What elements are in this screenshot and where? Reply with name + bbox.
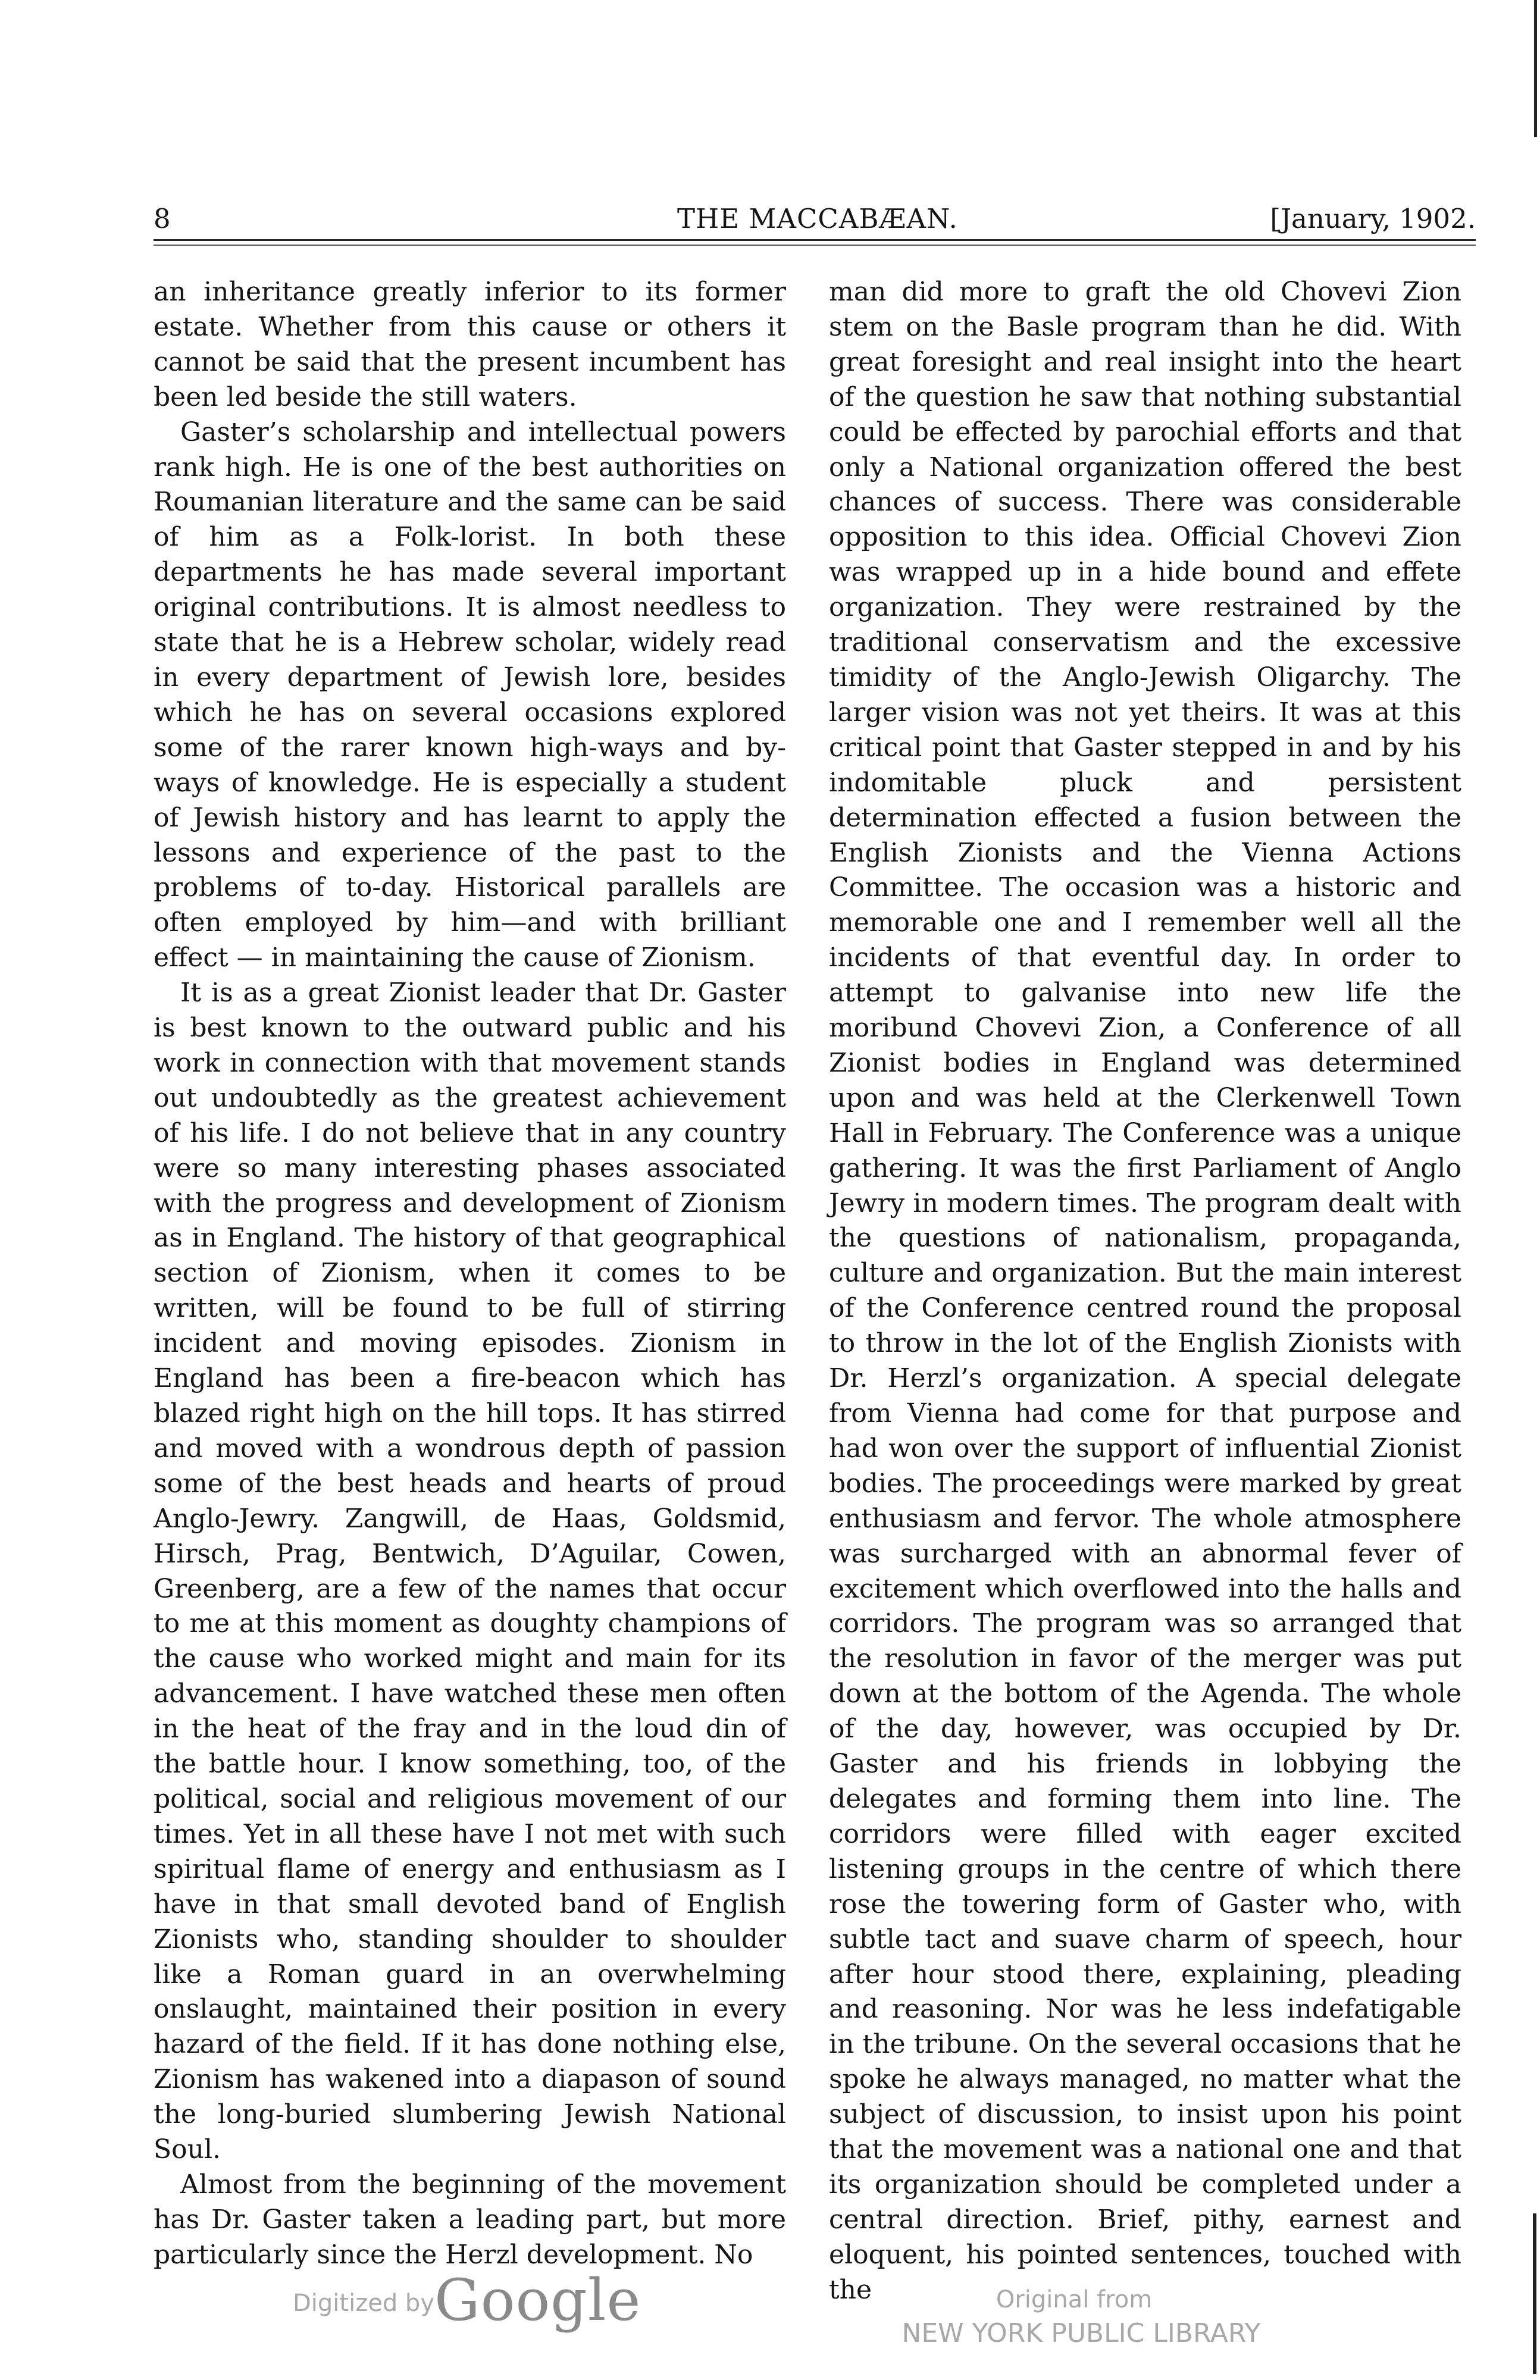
paragraph: Gaster’s scholarship and intellectual powers rank high. He is one of the best authorities on Roumanian literature and the same can be said of him as a Folk-lorist. In both these departments he has made several important original contributions. It is almost needless to state that he is a Hebrew scholar, widely read in every department of Jewish lore, besides which he has on several occasions explored some of the rarer known high-ways and by-ways of knowledge. He is especially a student of Jewish history and has learnt to apply the lessons and experience of the past to the problems of to-day. Historical parallels are often employed by him—and with brilliant effect — in maintaining the cause of Zionism. (154, 416, 786, 973)
paragraph: man did more to graft the old Chovevi Zion stem on the Basle program than he did. With great foresight and real insight into the heart of the question he saw that nothing substantial could be effected by parochial efforts and that only a National organization offered the best chances of success. There was considerable opposition to this idea. Official Chovevi Zion was wrapped up in a hide bound and effete organization. They were restrained by the traditional conservatism and the excessive timidity of the Anglo-Jewish Oligarchy. The larger vision was not yet theirs. It was at this critical point that Gaster stepped in and by his indomitable pluck and persistent determination effected a fusion between the English Zionists and the Vienna Actions Committee. The occasion was a historic and memorable one and I remember well all the incidents of that eventful day. In order to attempt to galvanise into new life the moribund Chovevi Zion, a Conference of all Zionist bodies in England was determined upon and was held at the Clerkenwell Town Hall in February. The Conference was a unique gathering. It was the first Parliament of Anglo Jewry in modern times. The program dealt with the questions of nationalism, propaganda, culture and organization. But the main interest of the Conference centred round the proposal to throw in the lot of the English Zionists with Dr. Herzl’s organization. A special delegate from Vienna had come for that purpose and had won over the support of influential Zionist bodies. The proceedings were marked by great enthusiasm and fervor. The whole atmosphere was surcharged with an abnormal fever of excitement which overflowed into the halls and corridors. The program was so arranged that the resolution in favor of the merger was put down at the bottom of the Agenda. The whole of the day, however, was occupied by Dr. Gaster and his friends in lobbying the delegates and forming them into line. The corridors were filled with eager excited listening groups in the centre of which there rose the towering form of Gaster who, with subtle tact and suave charm of speech, hour after hour stood there, explaining, pleading and reasoning. Nor was he less indefatigable in the tribune. On the several occasions that he spoke he always managed, no matter what the subject of discussion, to insist upon his point that the movement was a national one and that its organization should be completed under a central direction. Brief, pithy, earnest and eloquent, his pointed sentences, touched with the (829, 277, 1461, 2305)
left-column (154, 275, 786, 2273)
paragraph: It is as a great Zionist leader that Dr. Gaster is best known to the outward public and his work in connection with that movement stands out undoubtedly as the greatest achievement of his life. I do not believe that in any country were so many interesting phases associated with the progress and development of Zionism as in England. The history of that geographical section of Zionism, when it comes to be written, will be found to be full of stirring incident and moving episodes. Zionism in England has been a fire-beacon which has blazed right high on the hill tops. It has stirred and moved with a wondrous depth of passion some of the best heads and hearts of proud Anglo-Jewry. Zangwill, de Haas, Goldsmid, Hirsch, Prag, Bentwich, D’Aguilar, Cowen, Greenberg, are a few of the names that occur to me at this moment as doughty champions of the cause who worked might and main for its advancement. I have watched these men often in the heat of the fray and in the loud din of the battle hour. I know something, too, of the political, social and religious movement of our times. Yet in all these have I not met with such spiritual flame of energy and enthusiasm as I have in that small devoted band of English Zionists who, standing shoulder to shoulder like a Roman guard in an overwhelming onslaught, maintained their position in every hazard of the field. If it has done nothing else, Zionism has wakened into a diapason of sound the long-buried slumbering Jewish National Soul. (154, 978, 786, 2165)
journal-title: THE MACCABÆAN. (677, 203, 958, 234)
digitized-by-label: Digitized by (293, 2290, 434, 2317)
issue-date: [January, 1902. (1270, 203, 1476, 234)
google-logo: Google (434, 2267, 641, 2334)
page-number: 8 (154, 203, 171, 234)
right-column (829, 275, 1461, 2308)
paragraph: Almost from the beginning of the movement has Dr. Gaster taken a leading part, but more particularly since the Herzl development. No (154, 2169, 786, 2270)
header-rule (154, 239, 1476, 241)
scan-edge-mark (1533, 2213, 1536, 2374)
header-rule-thin (154, 245, 1476, 246)
running-header (154, 201, 1476, 239)
library-label: NEW YORK PUBLIC LIBRARY (902, 2318, 1261, 2348)
paragraph: an inheritance greatly inferior to its former estate. Whether from this cause or others it cannot be said that the present incumbent has been led beside the still waters. (154, 277, 786, 412)
scan-edge-mark (1534, 0, 1537, 137)
original-from-label: Original from (996, 2286, 1153, 2313)
